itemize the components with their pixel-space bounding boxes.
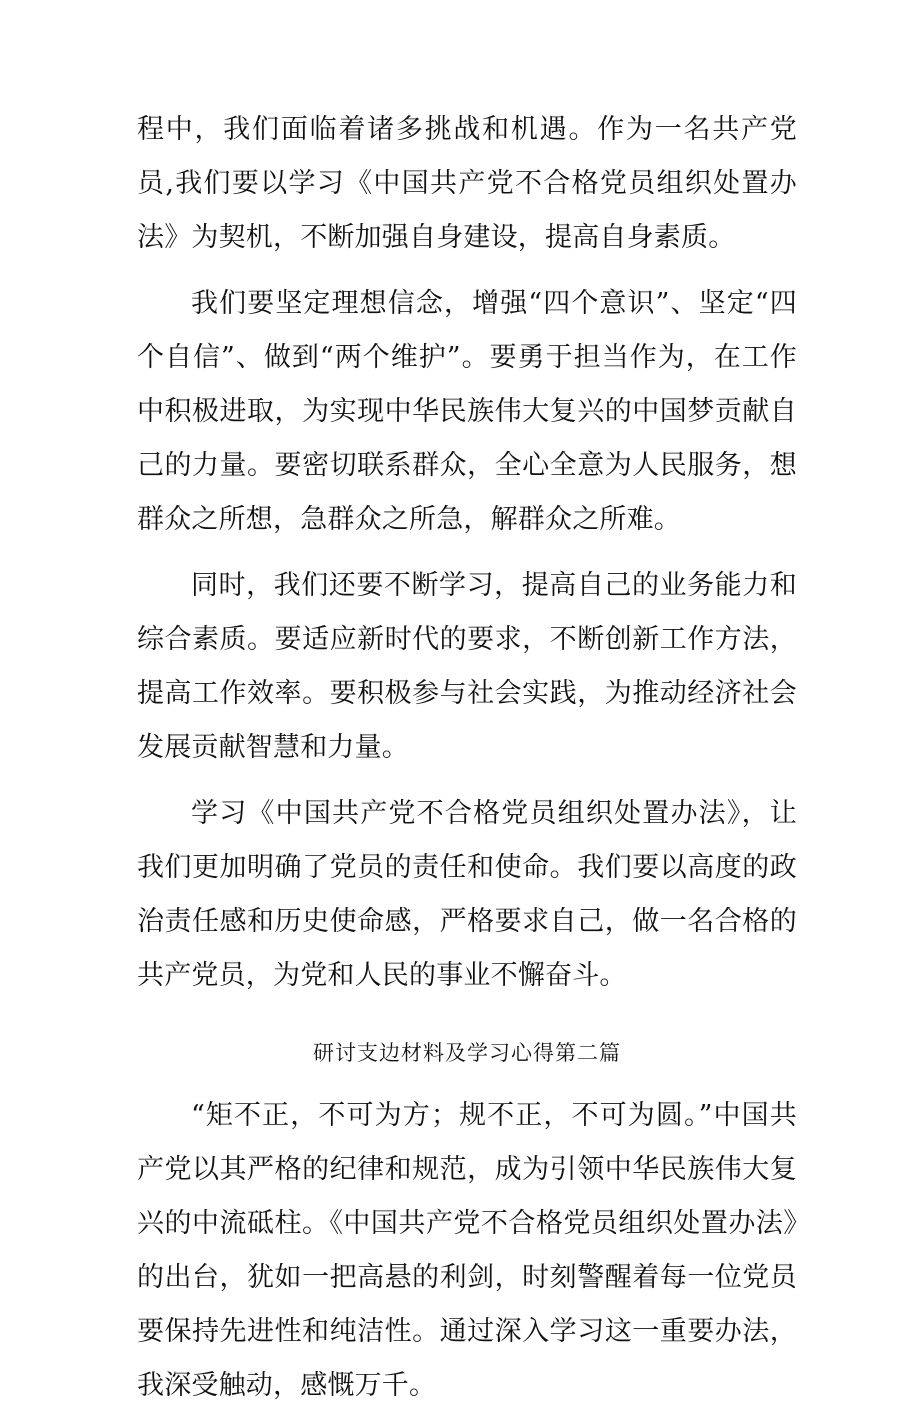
section-heading: 研讨支边材料及学习心得第二篇 (313, 1041, 621, 1065)
document-body (137, 103, 797, 1413)
paragraph-2: 我们要坚定理想信念，增强“四个意识”、坚定“四个自信”、做到“两个维护”。要勇于担当作为，在工作中积极进取，为实现中华民族伟大复兴的中国梦贡献自己的力量。要密切联系群众，全心全意为人民服务，想群众之所想，急群众之所急，解群众之所难。 (137, 288, 797, 535)
paragraph-5: “矩不正，不可为方；规不正，不可为圆。”中国共产党以其严格的纪律和规范，成为引领中华民族伟大复兴的中流砥柱。《中国共产党不合格党员组织处置办法》的出台，犹如一把高悬的利剑，时刻警醒着每一位党员要保持先进性和纯洁性。通过深入学习这一重要办法，我深受触动，感慨万千。 (137, 1100, 797, 1401)
paragraph-4: 学习《中国共产党不合格党员组织处置办法》，让我们更加明确了党员的责任和使命。我们要以高度的政治责任感和历史使命感，严格要求自己，做一名合格的共产党员，为党和人民的事业不懈奋斗。 (137, 798, 797, 991)
paragraph-3: 同时，我们还要不断学习，提高自己的业务能力和综合素质。要适应新时代的要求，不断创新工作方法，提高工作效率。要积极参与社会实践，为推动经济社会发展贡献智慧和力量。 (137, 570, 797, 763)
paragraph-1: 程中，我们面临着诸多挑战和机遇。作为一名共产党员,我们要以学习《中国共产党不合格党员组织处置办法》为契机，不断加强自身建设，提高自身素质。 (137, 114, 797, 253)
